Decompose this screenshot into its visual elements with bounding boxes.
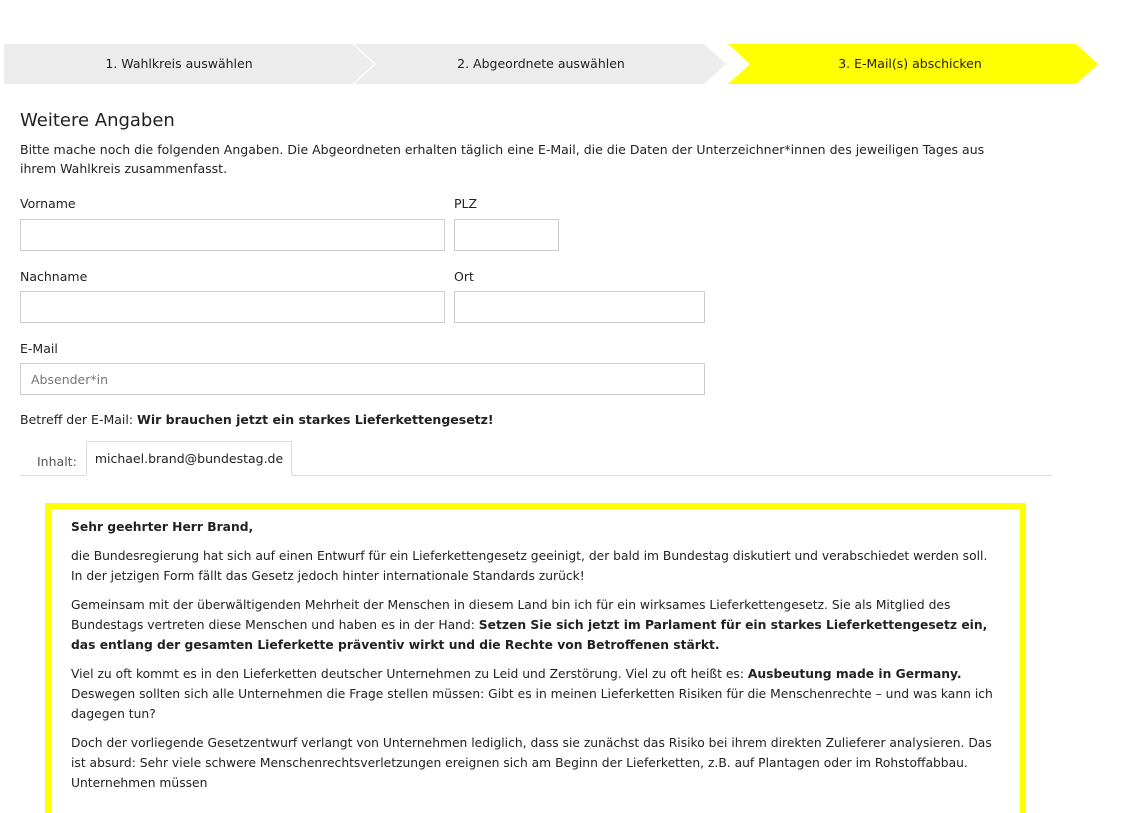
progress-stepper [4, 44, 1098, 84]
vorname-field[interactable] [20, 219, 445, 251]
p3-emphasis: Ausbeutung made in Germany. [747, 667, 962, 681]
tab-inhalt-label: Inhalt: [37, 454, 77, 469]
email-content-box [45, 503, 1026, 813]
letter-paragraph-1: die Bundesregierung hat sich auf einen Entwurf für ein Lieferkettengesetz geeinigt, der bald im Bundestag diskutiert und verabschiedet werden soll. In der jetzigen Form fällt das Gesetz jedoch hinter internationale Standards zurück! [71, 549, 988, 583]
subject-text: Wir brauchen jetzt ein starkes Lieferkettengesetz! [137, 412, 494, 427]
p2-text: Gemeinsam mit der überwältigenden Mehrheit der Menschen in diesem Land bin ich für ein wirksames Lieferkettengesetz. Sie als Mitglied des Bundestags vertreten diese Menschen und haben es in der Hand: [71, 598, 951, 632]
step-2-label[interactable]: 2. Abgeordnete auswählen [457, 56, 625, 71]
vorname-label: Vorname [20, 196, 76, 211]
page-title: Weitere Angaben [20, 110, 175, 131]
letter-paragraph-3 [71, 664, 1000, 724]
plz-label: PLZ [454, 196, 478, 211]
nachname-label: Nachname [20, 269, 88, 284]
p3-text-c: Deswegen sollten sich alle Unternehmen die Frage stellen müssen: Gibt es in meinen Lieferketten Risiken für die Menschenrechte – und was kann ich dagegen tun? [71, 687, 993, 721]
letter-paragraph-4: Doch der vorliegende Gesetzentwurf verlangt von Unternehmen lediglich, dass sie zunächst das Risiko bei ihrem direkten Zulieferer analysieren. Das ist absurd: Sehr viele schwere Menschenrechtsverletzungen ereignen sich am Beginn der Lieferketten, z.B. auf Plantagen oder im Rohstoffabbau. Unternehmen müssen [71, 736, 992, 790]
step-1-label[interactable]: 1. Wahlkreis auswählen [105, 56, 253, 71]
email-subject [20, 412, 494, 427]
step-3-label: 3. E-Mail(s) abschicken [838, 56, 982, 71]
letter-salutation [71, 517, 1000, 537]
letter-paragraph-2 [71, 595, 1000, 655]
p3-text-a: Viel zu oft kommt es in den Lieferketten deutscher Unternehmen zu Leid und Zerstörung. Viel zu oft heißt es: [71, 667, 748, 681]
plz-field[interactable] [454, 219, 559, 251]
tab-recipient[interactable]: michael.brand@bundestag.de [86, 441, 292, 476]
nachname-field[interactable] [20, 291, 445, 323]
p2-emphasis: Setzen Sie sich jetzt im Parlament für ein starkes Lieferkettengesetz ein, das entlang der gesamten Lieferkette präventiv wirkt und die Rechte von Betroffenen stärkt. [71, 618, 988, 652]
email-field[interactable] [20, 363, 705, 395]
subject-label: Betreff der E-Mail: [20, 412, 134, 427]
email-label: E-Mail [20, 341, 58, 356]
intro-text: Bitte mache noch die folgenden Angaben. Die Abgeordneten erhalten täglich eine E-Mail, die die Daten der Unterzeichner*innen des jeweiligen Tages aus ihrem Wahlkreis zusammenfasst. [20, 142, 985, 176]
ort-label: Ort [454, 269, 474, 284]
ort-field[interactable] [454, 291, 705, 323]
salutation-text: Sehr geehrter Herr Brand, [71, 520, 254, 534]
